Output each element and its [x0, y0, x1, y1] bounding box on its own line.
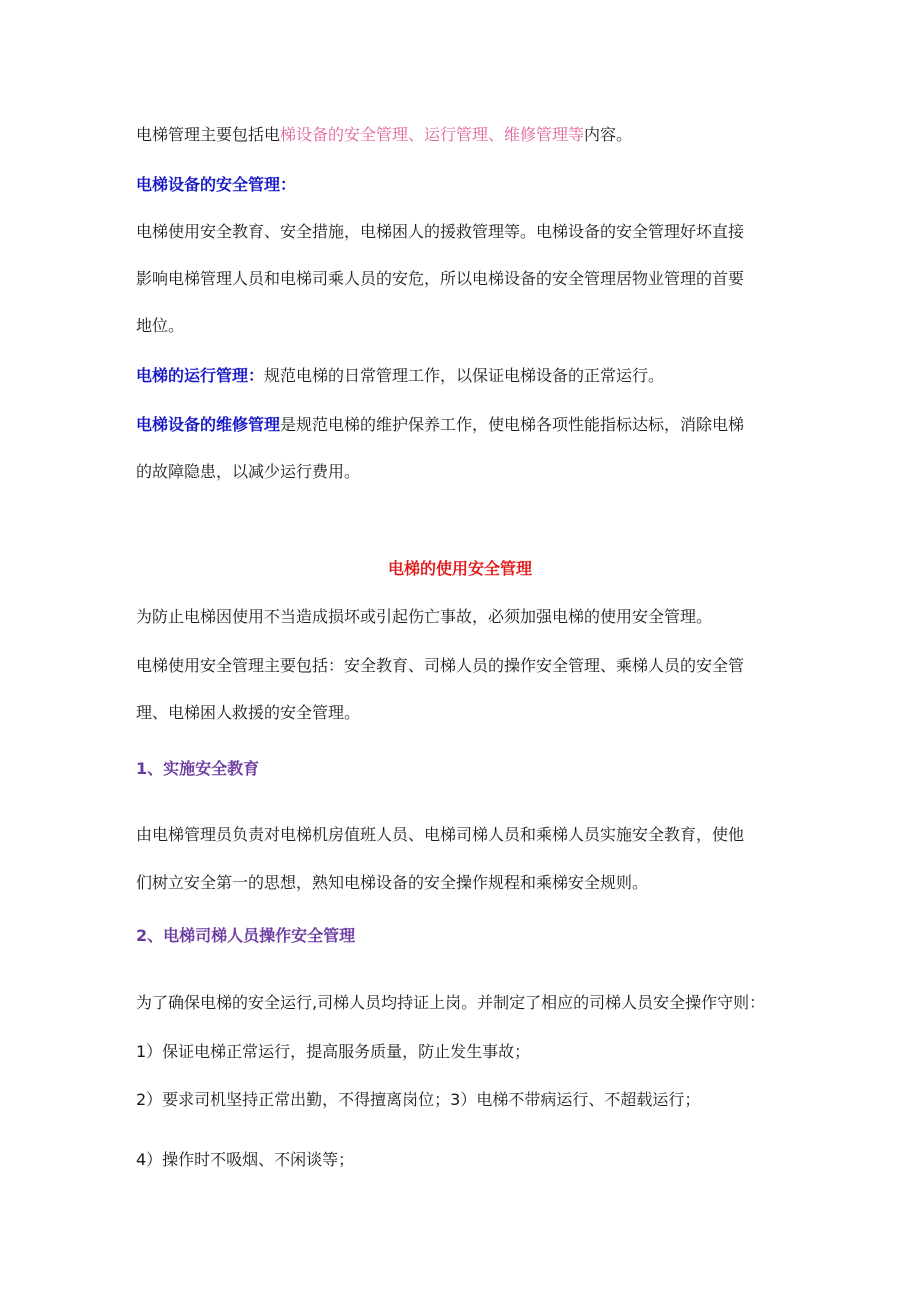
heading-2: 2、电梯司梯人员操作安全管理 — [136, 926, 356, 945]
edu-para-line2: 们树立安全第一的思想，熟知电梯设备的安全操作规程和乘梯安全规则。 — [136, 873, 649, 892]
intro-prefix: 电梯管理主要包括电 — [136, 125, 281, 144]
usage-para2-line1: 电梯使用安全管理主要包括：安全教育、司梯人员的操作安全管理、乘梯人员的安全管 — [136, 656, 745, 675]
section-title: 电梯的使用安全管理 — [387, 559, 532, 578]
maintenance-line2: 的故障隐患，以减少运行费用。 — [136, 462, 361, 481]
usage-para2-line2: 理、电梯困人救援的安全管理。 — [136, 703, 361, 722]
safety-heading: 电梯设备的安全管理： — [136, 175, 297, 194]
operator-intro: 为了确保电梯的安全运行,司梯人员均持证上岗。并制定了相应的司梯人员安全操作守则： — [136, 993, 766, 1012]
heading-1: 1、实施安全教育 — [136, 759, 260, 778]
maintenance-paragraph — [136, 414, 796, 436]
operation-text: 规范电梯的日常管理工作，以保证电梯设备的正常运行。 — [264, 366, 665, 385]
safety-para-line3: 地位。 — [136, 316, 185, 335]
maintenance-label: 电梯设备的维修管理 — [136, 415, 281, 434]
edu-para-line1: 由电梯管理员负责对电梯机房值班人员、电梯司梯人员和乘梯人员实施安全教育，使他 — [136, 825, 745, 844]
safety-para-line2: 影响电梯管理人员和电梯司乘人员的安危，所以电梯设备的安全管理居物业管理的首要 — [136, 269, 745, 288]
operation-paragraph — [136, 365, 796, 387]
rule-item: 1）保证电梯正常运行，提高服务质量，防止发生事故； — [136, 1042, 531, 1061]
rule-item: 2）要求司机坚持正常出勤，不得擅离岗位；3）电梯不带病运行、不超载运行； — [136, 1090, 701, 1109]
operation-label: 电梯的运行管理： — [136, 366, 265, 385]
rule-item: 4）操作时不吸烟、不闲谈等； — [136, 1150, 355, 1169]
maintenance-text: 是规范电梯的维护保养工作，使电梯各项性能指标达标，消除电梯 — [280, 415, 745, 434]
intro-paragraph — [136, 124, 796, 146]
intro-highlight: 梯设备的安全管理、运行管理、维修管理等 — [280, 125, 585, 144]
intro-suffix: 内容。 — [584, 125, 633, 144]
safety-para-line1: 电梯使用安全教育、安全措施，电梯困人的援救管理等。电梯设备的安全管理好坏直接 — [136, 222, 745, 241]
usage-para1: 为防止电梯因使用不当造成损坏或引起伤亡事故，必须加强电梯的使用安全管理。 — [136, 607, 713, 626]
